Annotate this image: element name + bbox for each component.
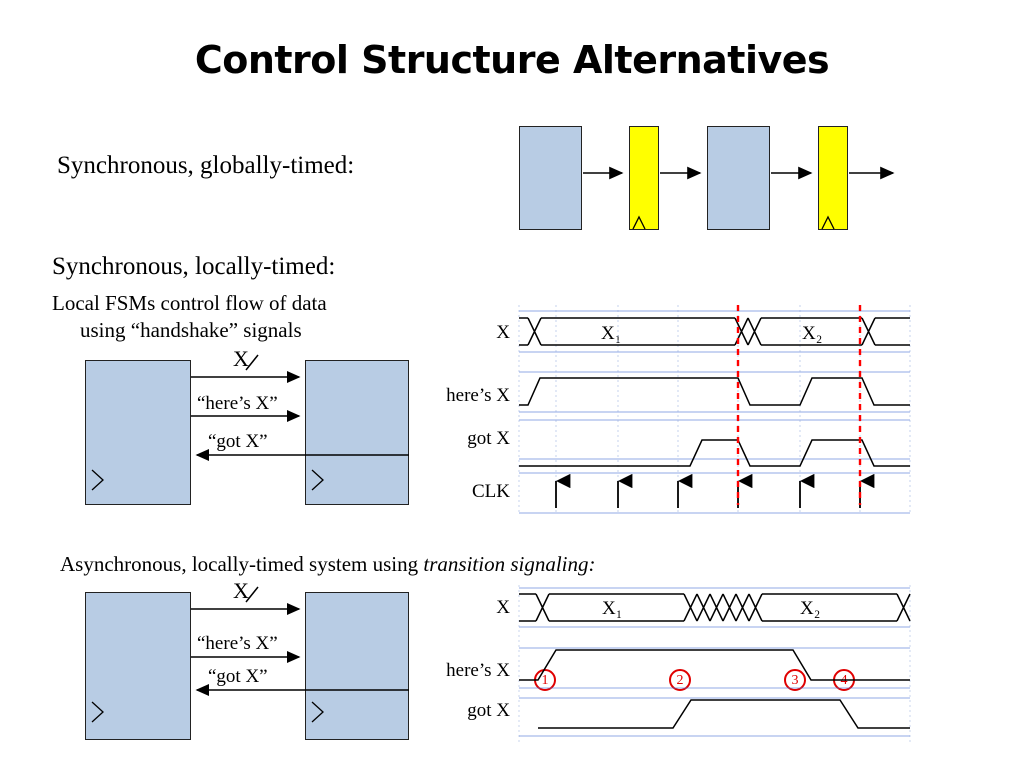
handshake-heres-x-label-2: “here’s X” [197, 633, 278, 654]
handshake-x-label-2: X [233, 578, 249, 603]
pipeline-block-2 [707, 126, 770, 230]
waveform2-signal-got-x: got X [467, 700, 510, 721]
label-async-local-plain: Asynchronous, locally-timed system using [60, 552, 424, 576]
waveform2-signal-x: X [496, 597, 510, 618]
pipeline-latch-2 [818, 126, 848, 230]
waveform2-signal-heres-x: here’s X [446, 660, 510, 681]
pipeline-latch-1 [629, 126, 659, 230]
fsm-block-right-2 [305, 592, 409, 740]
handshake-heres-x-label-1: “here’s X” [197, 393, 278, 414]
event-marker-1: 1 [534, 669, 556, 691]
event-marker-4: 4 [833, 669, 855, 691]
waveform2-bus-value-2: X₂ [800, 598, 821, 619]
label-sync-local-line2: Local FSMs control flow of data [52, 291, 327, 315]
label-sync-local: Synchronous, locally-timed: [52, 253, 336, 280]
waveform1-signal-x: X [496, 322, 510, 343]
waveform1-bus-value-2: X₂ [802, 323, 823, 344]
page-title: Control Structure Alternatives [194, 38, 830, 82]
waveform2-bus-value-1: X₁ [602, 598, 623, 619]
label-async-local [60, 552, 596, 577]
waveform1-signal-heres-x: here’s X [446, 385, 510, 406]
label-sync-global: Synchronous, globally-timed: [57, 152, 355, 179]
event-marker-2: 2 [669, 669, 691, 691]
fsm-block-left-1 [85, 360, 191, 505]
label-sync-local-line3: using “handshake” signals [80, 318, 302, 342]
label-async-local-italic: transition signaling: [423, 552, 596, 576]
waveform1-signal-clk: CLK [472, 481, 510, 502]
event-marker-3: 3 [784, 669, 806, 691]
handshake-got-x-label-2: “got X” [208, 666, 268, 687]
handshake-got-x-label-1: “got X” [208, 431, 268, 452]
handshake-x-label-1: X [233, 346, 249, 371]
waveform1-signal-got-x: got X [467, 428, 510, 449]
pipeline-block-1 [519, 126, 582, 230]
waveform1-bus-value-1: X₁ [601, 323, 622, 344]
fsm-block-right-1 [305, 360, 409, 505]
fsm-block-left-2 [85, 592, 191, 740]
